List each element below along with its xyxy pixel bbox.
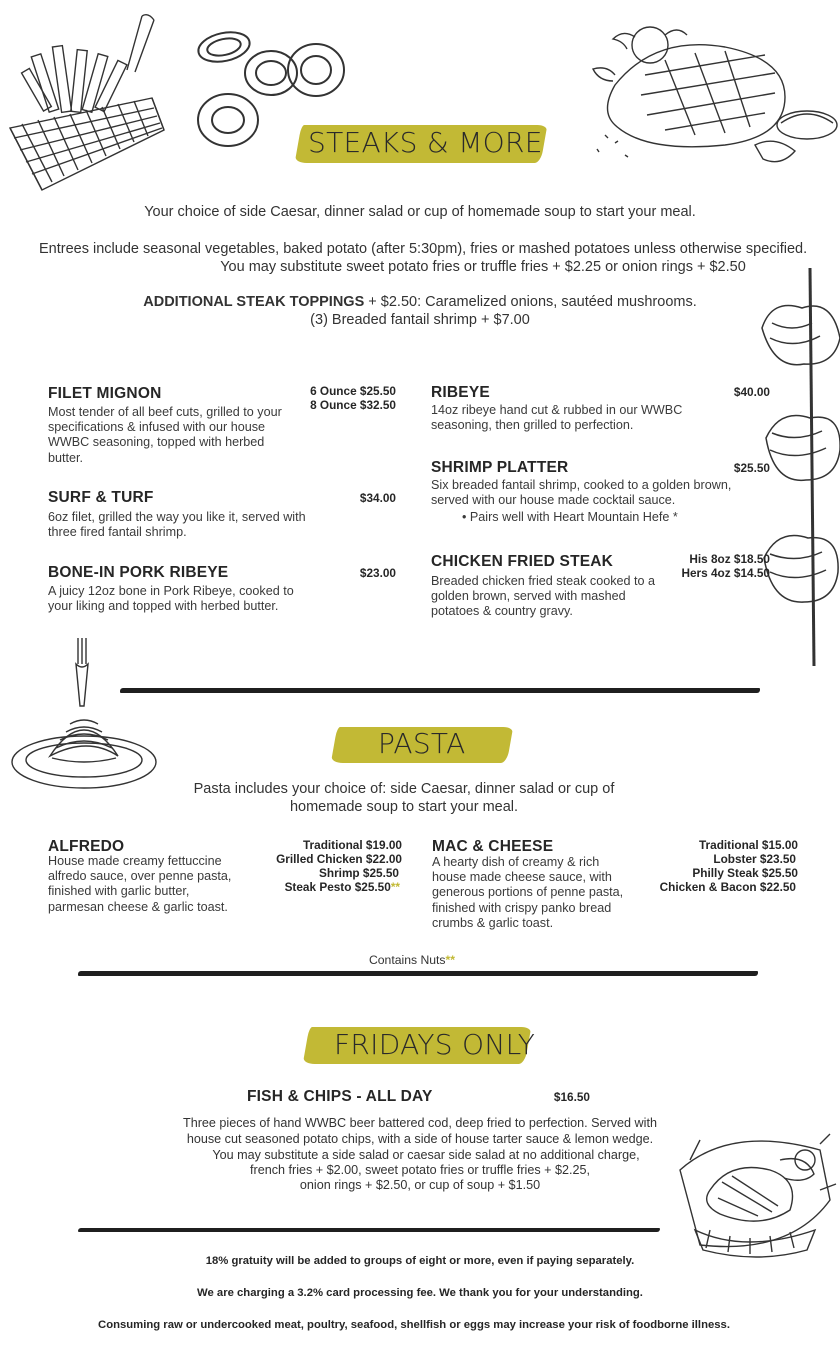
pork-ribeye-price: $23.00: [359, 566, 396, 580]
ribeye-price: $40.00: [733, 385, 770, 399]
contains-nuts-mark: **: [445, 953, 456, 967]
mac-cheese-price-traditional: Traditional $15.00: [698, 838, 798, 852]
spaghetti-fork-icon: [10, 636, 162, 800]
steak-toppings-text: + $2.50: Caramelized onions, sautéed mushrooms.: [364, 294, 697, 310]
alfredo-title: ALFREDO: [48, 838, 125, 855]
alfredo-nut-mark: **: [390, 880, 400, 894]
pasta-section-title: PASTA: [378, 727, 466, 760]
fridays-divider: [78, 1228, 660, 1232]
alfredo-price-steak-pesto: [240, 880, 400, 894]
alfredo-desc: House made creamy fettuccine alfredo sauce, over penne pasta, finished with garlic butter, parmesan cheese & garlic toast.: [48, 854, 232, 914]
chicken-fried-steak-desc: Breaded chicken fried steak cooked to a golden brown, served with mashed potatoes & country gravy.: [431, 574, 656, 619]
filet-mignon-price-6oz: 6 Ounce $25.50: [310, 384, 396, 398]
pasta-intro-line-1: Pasta includes your choice of: side Caesar, dinner salad or cup of: [193, 781, 615, 797]
steaks-intro-line-2: Entrees include seasonal vegetables, baked potato (after 5:30pm), fries or mashed potatoes unless otherwise specified.: [39, 241, 808, 257]
fridays-section-title: FRIDAYS ONLY: [334, 1028, 536, 1061]
chicken-fried-steak-price-hers: Hers 4oz $14.50: [681, 566, 770, 580]
mac-cheese-title: MAC & CHEESE: [432, 838, 554, 855]
filet-mignon-desc: Most tender of all beef cuts, grilled to your specifications & infused with our house WWBC seasoning, topped with herbed butter.: [48, 405, 282, 465]
surf-turf-title: SURF & TURF: [48, 489, 154, 506]
contains-nuts-label: Contains Nuts: [368, 953, 446, 967]
foodborne-illness-warning: Consuming raw or undercooked meat, poultry, seafood, shellfish or eggs may increase your risk of foodborne illness.: [98, 1319, 730, 1331]
ribeye-title: RIBEYE: [431, 384, 490, 401]
card-fee-notice: We are charging a 3.2% card processing fee. We thank you for your understanding.: [197, 1287, 643, 1299]
pork-ribeye-desc: A juicy 12oz bone in Pork Ribeye, cooked to your liking and topped with herbed butter.: [48, 584, 294, 614]
mac-cheese-desc: A hearty dish of creamy & rich house made cheese sauce, with generous portions of penne pasta, finished with crispy panko bread crumbs & garlic toast.: [432, 855, 624, 930]
surf-turf-price: $34.00: [359, 491, 396, 505]
fries-basket-icon: [2, 10, 177, 210]
fish-chips-title: FISH & CHIPS - ALL DAY: [247, 1088, 433, 1105]
surf-turf-desc: 6oz filet, grilled the way you like it, served with three fired fantail shrimp.: [48, 510, 306, 540]
steak-toppings-label: ADDITIONAL STEAK TOPPINGS: [143, 294, 365, 310]
steak-toppings-line-2: (3) Breaded fantail shrimp + $7.00: [310, 312, 530, 328]
alfredo-price-traditional: Traditional $19.00: [302, 838, 402, 852]
fish-chips-desc-line-4: french fries + $2.00, sweet potato fries or truffle fries + $2.25,: [250, 1163, 590, 1177]
fish-chips-desc-line-2: house cut seasoned potato chips, with a side of house tarter sauce & lemon wedge.: [186, 1132, 654, 1146]
shrimp-platter-title: SHRIMP PLATTER: [431, 459, 569, 476]
contains-nuts-note: [0, 953, 824, 967]
pork-ribeye-title: BONE-IN PORK RIBEYE: [48, 564, 229, 581]
steaks-section-title: STEAKS & MORE: [308, 126, 543, 159]
pasta-divider: [78, 971, 758, 976]
fish-chips-desc-line-5: onion rings + $2.50, or cup of soup + $1.50: [299, 1178, 541, 1192]
filet-mignon-title: FILET MIGNON: [48, 385, 162, 402]
shrimp-platter-price: $25.50: [733, 461, 770, 475]
pasta-intro-line-2: homemade soup to start your meal.: [289, 799, 519, 815]
filet-mignon-price-8oz: 8 Ounce $32.50: [310, 398, 396, 412]
shrimp-platter-note: • Pairs well with Heart Mountain Hefe *: [462, 510, 678, 524]
mac-cheese-price-chicken-bacon: Chicken & Bacon $22.50: [659, 880, 796, 894]
chicken-fried-steak-title: CHICKEN FRIED STEAK: [431, 553, 614, 570]
mac-cheese-price-lobster: Lobster $23.50: [713, 852, 796, 866]
alfredo-price-steak-pesto-label: Steak Pesto $25.50: [284, 880, 391, 894]
gratuity-notice: 18% gratuity will be added to groups of eight or more, even if paying separately.: [205, 1255, 635, 1267]
fish-chips-desc-line-1: Three pieces of hand WWBC beer battered cod, deep fried to perfection. Served with: [183, 1116, 657, 1130]
alfredo-price-chicken: Grilled Chicken $22.00: [276, 852, 402, 866]
steak-plate-icon: [585, 15, 840, 175]
steaks-intro-line-3: You may substitute sweet potato fries or truffle fries + $2.25 or onion rings + $2.50: [220, 259, 746, 275]
mac-cheese-price-philly: Philly Steak $25.50: [692, 866, 798, 880]
alfredo-price-shrimp: Shrimp $25.50: [319, 866, 399, 880]
steaks-divider: [120, 688, 760, 693]
fish-chips-desc-line-3: You may substitute a side salad or caesar side salad at no additional charge,: [212, 1148, 640, 1162]
chicken-fried-steak-price-his: His 8oz $18.50: [689, 552, 770, 566]
ribeye-desc: 14oz ribeye hand cut & rubbed in our WWBC seasoning, then grilled to perfection.: [431, 403, 683, 433]
fish-chips-price: $16.50: [553, 1090, 590, 1104]
steaks-intro-line-1: Your choice of side Caesar, dinner salad or cup of homemade soup to start your meal.: [144, 204, 696, 220]
steak-toppings-line-1: [0, 294, 840, 310]
shrimp-platter-desc: Six breaded fantail shrimp, cooked to a golden brown, served with our house made cocktail sauce.: [431, 478, 732, 508]
